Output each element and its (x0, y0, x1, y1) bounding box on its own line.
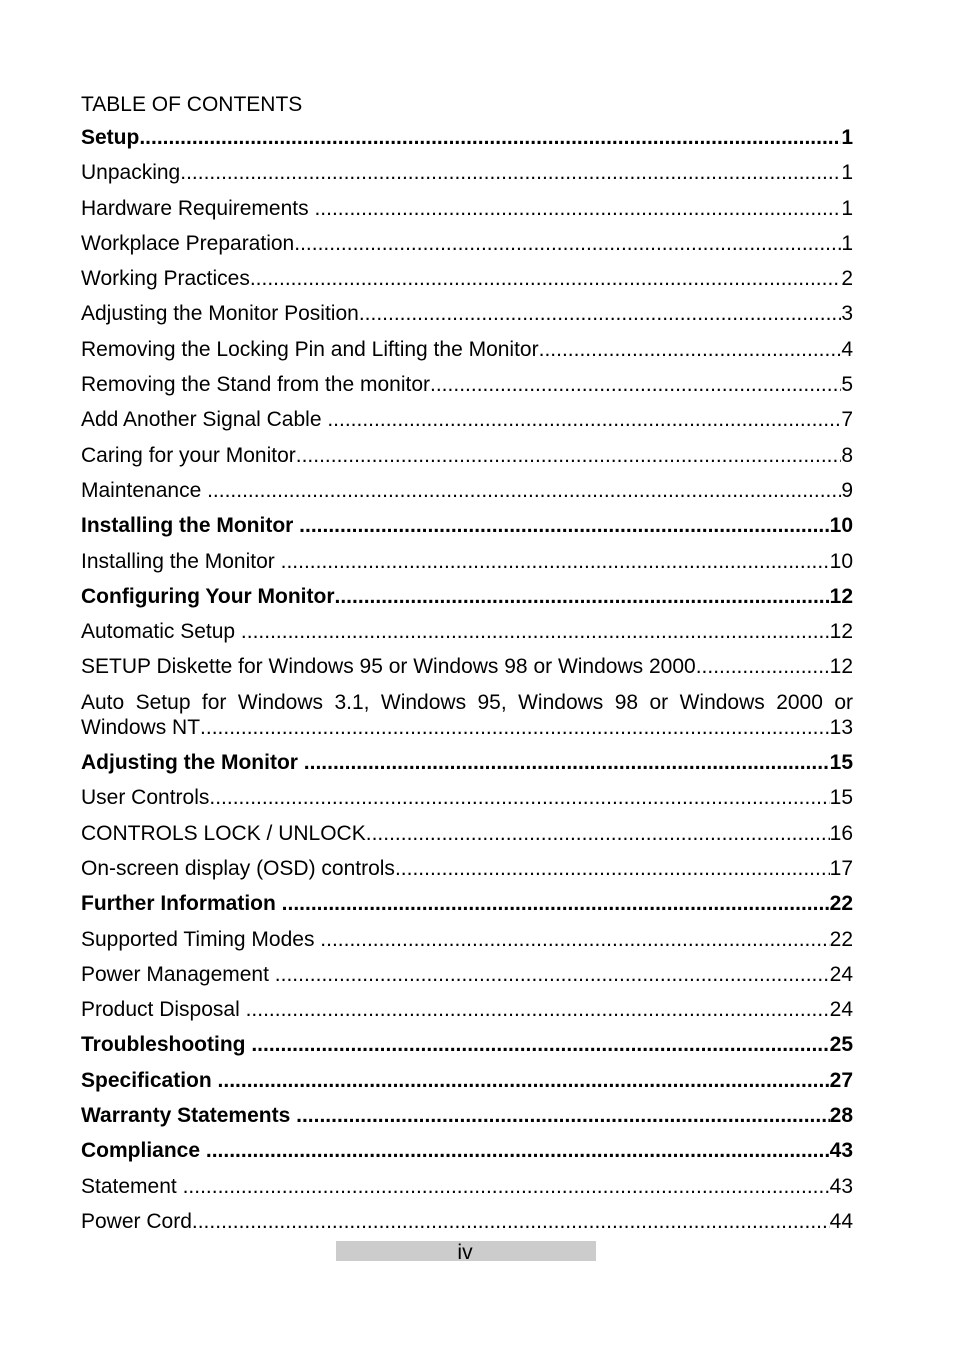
toc-entry-label: Caring for your Monitor (81, 443, 296, 467)
dot-leader (299, 513, 829, 538)
toc-entry-label: User Controls (81, 786, 210, 810)
toc-entry-page: 1 (841, 126, 853, 149)
dot-leader (180, 160, 841, 185)
toc-entry-page: 3 (841, 302, 853, 326)
toc-entry-label: Auto Setup for Windows 3.1, Windows 95, Windows 98 or Windows 2000 or (81, 690, 853, 714)
toc-entry[interactable] (81, 856, 853, 881)
toc-entry-page: 13 (829, 715, 853, 739)
toc-entry-page: 44 (829, 1209, 853, 1233)
toc-entry-page: 24 (829, 962, 853, 986)
toc-entry-page: 27 (829, 1068, 853, 1092)
toc-entry-page: 1 (841, 161, 853, 185)
toc-entry-label: Power Cord (81, 1209, 192, 1233)
dot-leader (192, 1209, 830, 1234)
toc-entry-page: 22 (829, 927, 853, 951)
toc-entry-page: 12 (829, 620, 853, 644)
toc-entries (81, 125, 853, 1234)
dot-leader (206, 1138, 830, 1163)
toc-entry[interactable] (81, 891, 853, 916)
dot-leader (251, 1032, 829, 1057)
dot-leader (359, 301, 841, 326)
dot-leader (539, 337, 842, 362)
toc-entry[interactable] (81, 231, 853, 256)
toc-entry-label: Workplace Preparation (81, 231, 295, 255)
toc-entry-page: 5 (841, 373, 853, 397)
toc-entry-page: 1 (841, 196, 853, 220)
toc-entry-page: 24 (829, 998, 853, 1022)
dot-leader (200, 715, 830, 740)
toc-entry-page: 17 (829, 856, 853, 880)
toc-entry-label: Removing the Stand from the monitor (81, 373, 431, 397)
toc-entry-label: Hardware Requirements (81, 196, 315, 220)
toc-entry-label: Supported Timing Modes (81, 927, 321, 951)
toc-entry-label: Add Another Signal Cable (81, 408, 328, 432)
toc-entry-page: 12 (829, 655, 853, 679)
toc-entry-label: Warranty Statements (81, 1104, 297, 1128)
toc-entry-page: 7 (841, 408, 853, 432)
toc-entry-page: 22 (829, 892, 853, 916)
toc-entry[interactable] (81, 549, 853, 574)
toc-entry[interactable] (81, 690, 853, 740)
dot-leader (207, 478, 841, 503)
toc-entry-page: 28 (829, 1104, 853, 1128)
toc-entry[interactable] (81, 266, 853, 291)
toc-entry-label: Removing the Locking Pin and Lifting the Monitor (81, 337, 539, 361)
dot-leader (335, 584, 830, 609)
dot-leader (296, 1103, 830, 1128)
toc-entry-page: 16 (829, 821, 853, 845)
toc-entry[interactable] (81, 407, 853, 432)
toc-entry-page: 10 (829, 514, 853, 538)
dot-leader (250, 266, 841, 291)
toc-entry-page: 10 (829, 549, 853, 573)
toc-entry[interactable] (81, 1032, 853, 1057)
toc-entry[interactable] (81, 1138, 853, 1163)
toc-entry-label: Configuring Your Monitor (81, 584, 335, 608)
toc-entry-page: 8 (841, 443, 853, 467)
dot-leader (139, 125, 841, 150)
toc-entry-label: Setup (81, 126, 140, 149)
toc-entry-label: Automatic Setup (81, 620, 241, 644)
table-of-contents (81, 90, 853, 1244)
toc-entry-label: Unpacking (81, 161, 181, 185)
toc-entry-label: Adjusting the Monitor (81, 751, 304, 775)
toc-entry-label: Compliance (81, 1139, 206, 1163)
toc-entry[interactable] (81, 1209, 853, 1234)
dot-leader (696, 654, 830, 679)
toc-entry-label: SETUP Diskette for Windows 95 or Windows 98 or Windows 2000 (81, 655, 696, 679)
dot-leader (314, 196, 841, 221)
toc-entry-page: 15 (829, 786, 853, 810)
toc-entry-label: Maintenance (81, 478, 208, 502)
toc-entry-label: On-screen display (OSD) controls (81, 856, 395, 880)
toc-entry-continuation (81, 715, 853, 740)
toc-entry[interactable] (81, 619, 853, 644)
dot-leader (281, 549, 830, 574)
toc-entry[interactable] (81, 125, 853, 150)
toc-entry[interactable] (81, 478, 853, 503)
toc-entry[interactable] (81, 1103, 853, 1128)
toc-entry[interactable] (81, 654, 853, 679)
toc-entry-label-continued: Windows NT (81, 715, 201, 739)
toc-entry-label: Adjusting the Monitor Position (81, 302, 359, 326)
toc-entry[interactable] (81, 1068, 853, 1093)
page-number: iv (457, 1241, 473, 1264)
toc-entry-page: 1 (841, 231, 853, 255)
toc-entry[interactable] (81, 443, 853, 468)
toc-entry-label: Working Practices (81, 267, 250, 291)
toc-entry-page: 15 (829, 751, 853, 775)
toc-entry-label: Installing the Monitor (81, 514, 300, 538)
toc-entry[interactable] (81, 927, 853, 952)
toc-entry[interactable] (81, 337, 853, 362)
dot-leader (430, 372, 841, 397)
toc-entry-label: Product Disposal (81, 998, 246, 1022)
toc-entry[interactable] (81, 821, 853, 846)
toc-entry-page: 4 (841, 337, 853, 361)
toc-entry-label: Further Information (81, 892, 282, 916)
dot-leader (209, 785, 829, 810)
toc-entry-page: 12 (829, 584, 853, 608)
toc-entry[interactable] (81, 160, 853, 185)
toc-entry-label: Specification (81, 1068, 218, 1092)
toc-entry[interactable] (81, 372, 853, 397)
dot-leader (366, 821, 830, 846)
dot-leader (327, 407, 841, 432)
toc-entry[interactable] (81, 301, 853, 326)
dot-leader (296, 443, 842, 468)
toc-entry[interactable] (81, 962, 853, 987)
toc-entry-label: Troubleshooting (81, 1033, 252, 1057)
toc-entry[interactable] (81, 785, 853, 810)
toc-entry-page: 25 (829, 1033, 853, 1057)
toc-entry-page: 9 (841, 478, 853, 502)
toc-entry-label: Power Management (81, 962, 275, 986)
toc-title: TABLE OF CONTENTS (81, 93, 303, 116)
toc-entry[interactable] (81, 1174, 853, 1199)
toc-entry[interactable] (81, 584, 853, 609)
dot-leader (304, 750, 830, 775)
page-footer (336, 1241, 596, 1264)
dot-leader (183, 1174, 830, 1199)
dot-leader (294, 231, 841, 256)
toc-entry-page: 43 (829, 1139, 853, 1163)
toc-entry-label: Statement (81, 1174, 183, 1198)
toc-entry-label: CONTROLS LOCK / UNLOCK (81, 821, 366, 845)
toc-entry[interactable] (81, 196, 853, 221)
toc-entry-page: 2 (841, 267, 853, 291)
dot-leader (241, 619, 830, 644)
dot-leader (282, 891, 830, 916)
toc-entry-page: 43 (829, 1174, 853, 1198)
toc-entry[interactable] (81, 997, 853, 1022)
dot-leader (395, 856, 830, 881)
dot-leader (246, 997, 830, 1022)
dot-leader (218, 1068, 830, 1093)
dot-leader (275, 962, 830, 987)
dot-leader (320, 927, 829, 952)
toc-entry[interactable] (81, 750, 853, 775)
toc-entry-label: Installing the Monitor (81, 549, 281, 573)
toc-entry[interactable] (81, 513, 853, 538)
